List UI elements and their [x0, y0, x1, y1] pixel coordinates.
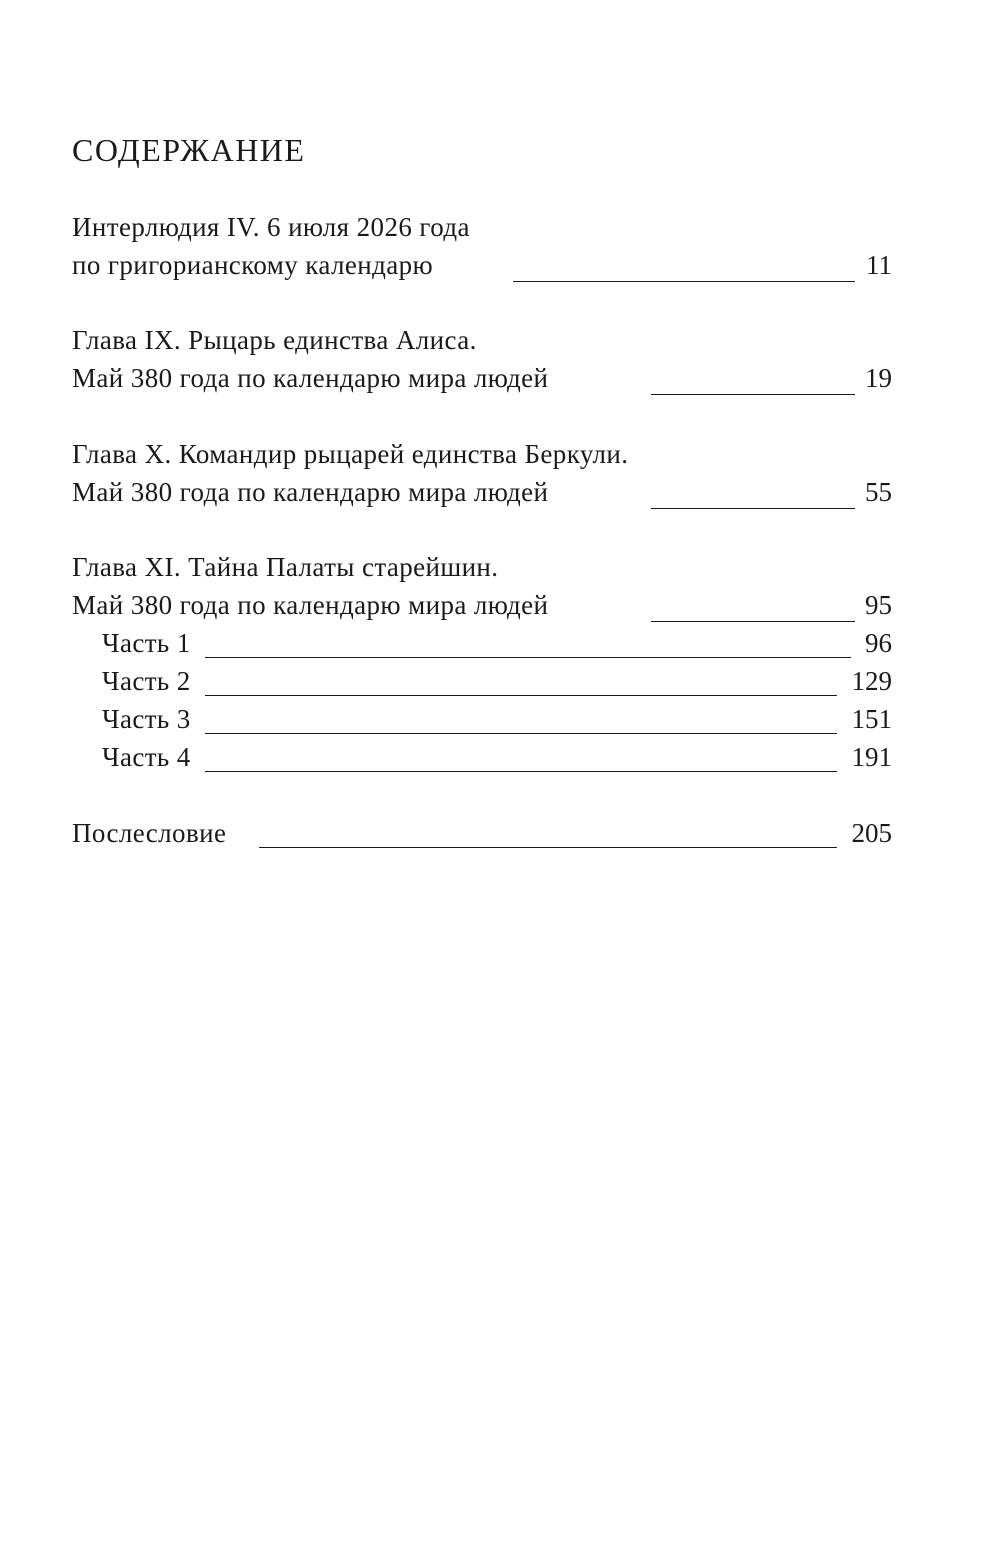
toc-page-number: 11 [866, 250, 892, 280]
toc-leader-line [205, 657, 851, 658]
toc-part-label: Часть 1 [102, 628, 191, 658]
toc-page-number: 19 [865, 363, 892, 393]
toc-page-number: 191 [851, 742, 892, 772]
toc-entry-title: Глава XI. Тайна Палаты старейшин. [72, 552, 499, 582]
toc-entry-subtitle: Май 380 года по календарю мира людей [72, 477, 549, 507]
toc-entry-subtitle: Май 380 года по календарю мира людей [72, 363, 549, 393]
toc-entry-title: Глава X. Командир рыцарей единства Беркули. [72, 439, 629, 469]
toc-entry-title: Интерлюдия IV. 6 июля 2026 года [72, 212, 470, 242]
toc-page-number: 96 [865, 628, 892, 658]
toc-leader-line [205, 695, 837, 696]
toc-part-label: Часть 3 [102, 704, 191, 734]
toc-leader-line [513, 281, 855, 282]
toc-leader-line [205, 733, 837, 734]
toc-entry-title: Послесловие [72, 818, 227, 848]
toc-page-number: 205 [851, 818, 892, 848]
toc-entry-title: Глава IX. Рыцарь единства Алиса. [72, 325, 477, 355]
toc-page-number: 129 [851, 666, 892, 696]
toc-page-number: 151 [851, 704, 892, 734]
toc-page-number: 95 [865, 590, 892, 620]
page-title: СОДЕРЖАНИЕ [72, 132, 306, 168]
toc-entry-subtitle: Май 380 года по календарю мира людей [72, 590, 549, 620]
toc-page-number: 55 [865, 477, 892, 507]
toc-part-label: Часть 2 [102, 666, 191, 696]
toc-entry-subtitle: по григорианскому календарю [72, 250, 434, 280]
toc-leader-line [259, 847, 837, 848]
toc-part-label: Часть 4 [102, 742, 191, 772]
toc-leader-line [205, 771, 837, 772]
